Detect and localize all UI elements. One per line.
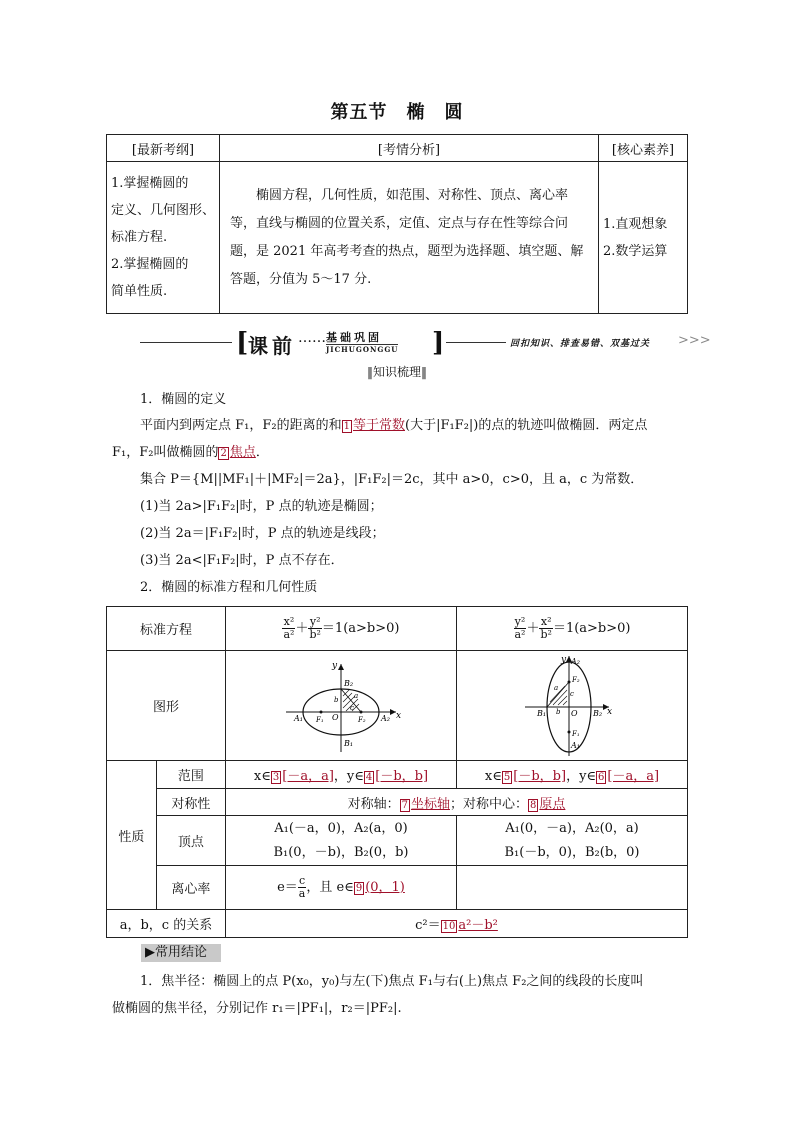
outline-col3-line: 1.直观想象: [603, 216, 668, 232]
fig-label: A₁: [293, 713, 303, 723]
text: ，y∈: [566, 769, 597, 784]
s3-line1: 1．焦半径：椭圆上的点 P(x₀，y₀)与左(下)焦点 F₁与右(上)焦点 F₂之间的线段的长度叫: [140, 974, 644, 989]
text: 平面内到两定点 F₁，F₂的距离的和: [140, 418, 342, 433]
s1-line6: (3)当 2a<|F₁F₂|时，P 点不存在．: [140, 553, 344, 568]
graph-label: 图形: [107, 651, 226, 761]
range-1: [225, 761, 456, 789]
fraction: [282, 616, 295, 641]
fig-label: A₁: [570, 740, 580, 750]
numerator: c: [298, 874, 306, 887]
eq-tail: ＝1(a>b>0): [552, 621, 631, 636]
std-eq-1: $\frac{\text{x²}}{\text{a²}}$ ＋ $\frac{\text{y²}}{\text{b²}}$ ＝1(a>b>0): [225, 607, 456, 651]
fig-label: x: [395, 710, 402, 721]
denominator: b²: [309, 628, 321, 641]
fraction: [308, 616, 321, 641]
eccentricity-value: [225, 866, 456, 910]
denominator: a²: [283, 628, 295, 641]
symmetry-label: 对称性: [156, 789, 225, 816]
text: ．: [255, 445, 269, 460]
answer-number: 4: [365, 772, 373, 783]
header-latest-outline: [最新考纲]: [107, 135, 220, 162]
answer-blank: [－b，b]: [513, 769, 567, 784]
answer-blank: 等于常数: [352, 418, 405, 433]
denominator: b²: [540, 628, 552, 641]
s1-line5: (2)当 2a＝|F₁F₂|时，P 点的轨迹是线段；: [140, 526, 385, 541]
answer-number: 5: [503, 772, 511, 783]
text: ，y∈: [333, 769, 364, 784]
symmetry-value: [225, 789, 687, 816]
text: 对称轴：: [347, 796, 400, 812]
answer-number: 6: [598, 772, 605, 783]
outline-col1-line: 1.掌握椭圆的: [111, 176, 189, 191]
std-eq-2: $\frac{\text{y²}}{\text{a²}}$ ＋ $\frac{\text{x²}}{\text{b²}}$ ＝1(a>b>0): [456, 607, 687, 651]
page-title: 第五节 椭 圆: [330, 102, 464, 123]
denominator: a²: [514, 628, 526, 641]
fig-label: A₂: [570, 656, 580, 666]
graph-1-cell: [225, 651, 456, 761]
text: e＝: [277, 880, 298, 895]
answer-number: 1: [343, 421, 350, 432]
banner-right-text: 回扣知识、排查易错、双基过关: [510, 339, 651, 349]
s1-heading: 1．椭圆的定义: [140, 392, 227, 407]
answer-blank: [－b，b]: [375, 769, 429, 784]
text: ；对称中心：: [449, 796, 528, 812]
outline-col1-line: 标准方程.: [111, 230, 168, 245]
fig-label: F₁: [315, 715, 324, 724]
vertices-2: [456, 816, 687, 866]
std-eq-label: 标准方程: [107, 607, 226, 651]
eq-tail: ＝1(a>b>0): [321, 621, 400, 636]
fig-label: F₂: [571, 675, 580, 684]
s1-line2: [112, 443, 692, 463]
fig-label: A₂: [380, 713, 390, 723]
vertex-line: B₁(0，－b)，B₂(0，b): [273, 844, 409, 860]
range-2: [456, 761, 687, 789]
outline-col1-line: 简单性质.: [111, 284, 168, 299]
fig-label: F₂: [357, 715, 366, 724]
s1-line3: 集合 P＝{M||MF₁|＋|MF₂|＝2a}，|F₁F₂|＝2c，其中 a>0，c>0，且 a，c 为常数．: [140, 472, 644, 487]
fraction: [539, 616, 552, 641]
s2-heading: 2．椭圆的标准方程和几何性质: [140, 580, 318, 595]
fig-label: a: [553, 683, 559, 692]
subheading: ‖知识梳理‖: [366, 365, 427, 379]
text: F₁，F₂叫做椭圆的: [112, 445, 219, 460]
answer-blank: (0，1): [365, 880, 405, 895]
answer-blank: [－a，a]: [607, 769, 660, 784]
fig-label: B₂: [592, 708, 603, 718]
answer-number: 3: [272, 772, 280, 783]
text: (大于|F₁F₂|)的点的轨迹叫做椭圆．两定点: [405, 418, 648, 433]
vertex-label: 顶点: [156, 816, 225, 866]
text: x∈: [484, 769, 502, 784]
answer-blank: [－a，a]: [282, 769, 334, 784]
banner-rule-left: [140, 342, 232, 343]
fig-label: F₁: [571, 729, 580, 738]
answer-blank: 原点: [539, 796, 566, 812]
fig-label: b: [333, 695, 339, 704]
fig-label: b: [555, 707, 561, 716]
fig-label: y: [331, 660, 338, 671]
denominator: a: [298, 887, 306, 900]
banner-bracket-right: ]: [432, 328, 445, 358]
numerator: y²: [309, 615, 321, 628]
abc-value: [225, 910, 687, 938]
answer-number: 7: [401, 799, 408, 811]
answer-number: 2: [220, 448, 227, 459]
header-analysis: [考情分析]: [220, 135, 599, 162]
answer-blank: 坐标轴: [410, 796, 450, 812]
text: c²＝: [415, 918, 441, 933]
fig-label: B₁: [343, 738, 354, 748]
numerator: x²: [540, 615, 552, 628]
properties-table: [106, 606, 688, 938]
outline-table: [106, 134, 688, 314]
outline-col3-line: 2.数学运算: [603, 243, 668, 259]
numerator: x²: [283, 615, 295, 628]
abc-label: a，b，c 的关系: [107, 910, 226, 938]
outline-col2: 椭圆方程，几何性质，如范围、对称性、顶点、离心率等，直线与椭圆的位置关系，定值、定点与存在性等综合问题，是 2021 年高考考查的热点，题型为选择题、填空题、解答题，分值为 5～17 分.: [220, 162, 599, 314]
fig-label: B₂: [343, 678, 354, 688]
header-core-literacy: [核心素养]: [599, 135, 688, 162]
text: x∈: [253, 769, 271, 784]
s1-line1: [140, 416, 700, 436]
s1-line4: (1)当 2a>|F₁F₂|时，P 点的轨迹是椭圆；: [140, 499, 383, 514]
fig-label: c: [569, 689, 574, 698]
fig-label: a: [353, 691, 359, 700]
answer-number: 8: [530, 799, 537, 811]
fig-label: c: [349, 703, 354, 712]
answer-blank: a²－b²: [458, 918, 498, 933]
fig-label: x: [606, 706, 613, 717]
banner-dots: ……: [298, 330, 326, 346]
vertical-ellipse-figure: [457, 652, 687, 760]
fig-label: O: [331, 712, 339, 722]
vertex-line: B₁(－b，0)，B₂(b，0): [504, 844, 640, 860]
outline-col1: [107, 162, 220, 314]
outline-col1-line: 2.掌握椭圆的: [111, 257, 189, 272]
fraction: [514, 616, 527, 641]
horizontal-ellipse-figure: [226, 652, 456, 760]
text: ，且 e∈: [306, 880, 354, 895]
outline-col1-line: 定义、几何图形、: [111, 203, 216, 218]
banner-kq: 课前: [248, 334, 296, 358]
answer-number: 10: [442, 921, 456, 932]
properties-label: 性质: [107, 761, 157, 910]
vertices-1: [225, 816, 456, 866]
banner-rule-right: [446, 342, 506, 343]
banner-arrows-icon: >>>: [678, 333, 711, 348]
eccentricity-empty: [456, 866, 687, 910]
vertex-line: A₁(－a，0)，A₂(a，0): [274, 820, 408, 836]
banner-bracket-left: [: [236, 328, 249, 358]
numerator: y²: [514, 615, 526, 628]
range-label: 范围: [156, 761, 225, 789]
graph-2-cell: [456, 651, 687, 761]
fig-label: B₁: [536, 708, 547, 718]
answer-blank: 焦点: [229, 445, 256, 460]
answer-number: 9: [355, 883, 363, 894]
eccentricity-label: 离心率: [156, 866, 225, 910]
outline-col3: [599, 162, 688, 314]
section-banner: [140, 328, 711, 358]
fig-label: O: [570, 708, 578, 718]
common-conclusion-tag: ▶常用结论: [141, 944, 221, 962]
banner-jc: 基础巩固: [326, 331, 382, 344]
fig-label: y: [560, 654, 567, 665]
vertex-line: A₁(0，－a)，A₂(0，a): [505, 820, 639, 836]
banner-jc-sub: JICHUGONGGU: [326, 345, 399, 354]
s3-line2: 做椭圆的焦半径，分别记作 r₁＝|PF₁|，r₂＝|PF₂|.: [112, 1001, 402, 1016]
